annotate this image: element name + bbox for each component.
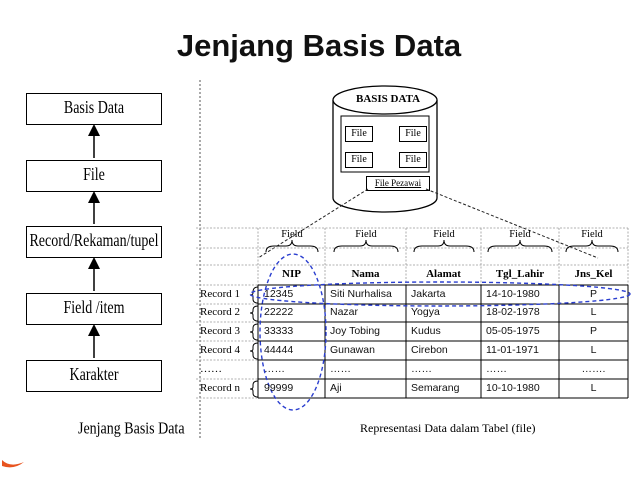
table-cell: Joy Tobing [330,325,381,337]
table-cell: …… [411,363,432,375]
level-box-field: Field /item [26,293,162,325]
column-header-tgl-lahir: Tgl_Lahir [495,268,545,280]
table-cell: 11-01-1971 [486,344,539,356]
field-label: Field [281,229,303,240]
table-cell: 14-10-1980 [486,288,540,300]
table-cell: L [590,344,597,356]
record-label: Record 3 [200,325,241,337]
record-label: …… [200,363,222,375]
page-title: Jenjang Basis Data [176,28,462,63]
table-caption: Representasi Data dalam Tabel (file) [360,421,536,435]
file-pezawai-box: File Pezawai [366,176,430,191]
table-cell: Yogya [411,306,440,318]
column-header-alamat: Alamat [426,268,461,280]
corner-decoration-icon [0,440,40,478]
file-box: File [399,126,427,142]
table-cell: L [590,306,597,318]
table-cell: 18-02-1978 [486,306,540,318]
table-cell: L [590,382,597,394]
table-cell: …… [486,363,507,375]
field-label: Field [355,229,377,240]
record-label: Record 4 [200,344,241,356]
table-cell: ……. [581,363,606,375]
hierarchy-caption: Jenjang Basis Data [78,420,185,439]
table-cell: 10-10-1980 [486,382,540,394]
level-box-file: File [26,160,162,192]
file-box: File [399,152,427,168]
table-cell: P [589,288,597,300]
table-cell: 22222 [264,306,294,318]
record-label: Record 1 [200,288,241,300]
table-cell: …… [330,363,351,375]
table-cell: 05-05-1975 [486,325,540,337]
column-header-nama: Nama [351,268,380,280]
table-cell: Cirebon [411,344,448,356]
table-cell: 12345 [264,288,294,300]
level-box-karakter: Karakter [26,360,162,392]
database-label: BASIS DATA [356,93,421,105]
table-cell: …… [264,363,285,375]
column-header-jns-kel: Jns_Kel [574,268,613,280]
table-cell: Nazar [330,306,359,318]
table-cell: Siti Nurhalisa [330,288,392,300]
record-label: Record n [200,382,241,394]
table-cell: Gunawan [330,344,375,356]
table-cell: 44444 [264,344,294,356]
table-cell: 99999 [264,382,294,394]
table-cell: 33333 [264,325,294,337]
table-cell: Aji [330,382,342,394]
column-header-nip: NIP [282,268,301,280]
record-label: Record 2 [200,306,241,318]
table-cell: P [589,325,597,337]
field-label: Field [433,229,455,240]
file-box: File [345,152,373,168]
table-cell: Jakarta [411,288,446,300]
level-box-record: Record/Rekaman/tupel [26,226,162,258]
field-label: Field [581,229,603,240]
file-box: File [345,126,373,142]
level-box-basis-data: Basis Data [26,93,162,125]
field-label: Field [509,229,531,240]
table-cell: Semarang [411,382,460,394]
table-cell: Kudus [411,325,441,337]
